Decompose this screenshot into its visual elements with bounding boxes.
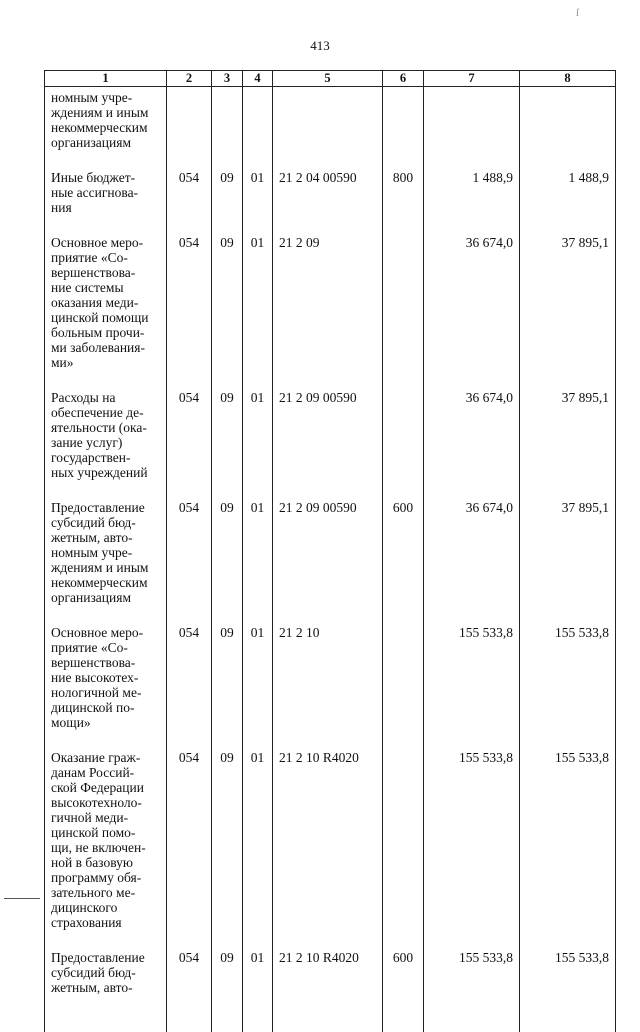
- target-article-cell: 21 2 10 R4020: [273, 950, 383, 1032]
- section-code-cell: [212, 87, 243, 171]
- amount-cell: 36 674,0: [424, 390, 520, 500]
- amount-cell: 155 533,8: [520, 950, 616, 1032]
- target-article-cell: 21 2 10 R4020: [273, 750, 383, 950]
- ministry-code-cell: 054: [167, 750, 212, 950]
- ministry-code-cell: 054: [167, 390, 212, 500]
- ministry-code-cell: 054: [167, 500, 212, 625]
- subsection-code-cell: 01: [243, 390, 273, 500]
- amount-cell: 36 674,0: [424, 235, 520, 390]
- ministry-code-cell: [167, 87, 212, 171]
- amount-cell: 1 488,9: [520, 170, 616, 235]
- target-article-cell: 21 2 10: [273, 625, 383, 750]
- ministry-code-cell: 054: [167, 950, 212, 1032]
- amount-cell: 155 533,8: [520, 750, 616, 950]
- table-row: [45, 750, 616, 950]
- budget-table: [44, 70, 616, 1032]
- column-header: 5: [273, 71, 383, 87]
- expense-type-cell: [383, 750, 424, 950]
- row-name-cell: Оказание граж- данам Россий- ской Федерации высокотехноло- гичной меди- цинской помо- щи, не включен- ной в базовую программу обя- зательного ме- дицинского страхования: [45, 750, 167, 950]
- row-name-cell: Предоставление субсидий бюд- жетным, авто- номным учре- ждениям и иным некоммерческим организациям: [45, 500, 167, 625]
- table-row: [45, 390, 616, 500]
- column-header: 1: [45, 71, 167, 87]
- amount-cell: [520, 87, 616, 171]
- amount-cell: 1 488,9: [424, 170, 520, 235]
- ministry-code-cell: 054: [167, 625, 212, 750]
- subsection-code-cell: 01: [243, 500, 273, 625]
- expense-type-cell: 800: [383, 170, 424, 235]
- section-code-cell: 09: [212, 625, 243, 750]
- amount-cell: [424, 87, 520, 171]
- expense-type-cell: [383, 235, 424, 390]
- table-row: [45, 170, 616, 235]
- header-row: [45, 71, 616, 87]
- subsection-code-cell: [243, 87, 273, 171]
- table-body: [45, 87, 616, 1032]
- column-header: 8: [520, 71, 616, 87]
- subsection-code-cell: 01: [243, 950, 273, 1032]
- expense-type-cell: 600: [383, 950, 424, 1032]
- subsection-code-cell: 01: [243, 170, 273, 235]
- section-code-cell: 09: [212, 500, 243, 625]
- amount-cell: 36 674,0: [424, 500, 520, 625]
- amount-cell: 155 533,8: [520, 625, 616, 750]
- table-row: [45, 500, 616, 625]
- target-article-cell: [273, 87, 383, 171]
- bottom-rule: [4, 898, 40, 899]
- table-row: [45, 87, 616, 171]
- column-header: 2: [167, 71, 212, 87]
- amount-cell: 37 895,1: [520, 390, 616, 500]
- amount-cell: 155 533,8: [424, 625, 520, 750]
- table-row: [45, 625, 616, 750]
- expense-type-cell: 600: [383, 500, 424, 625]
- target-article-cell: 21 2 09 00590: [273, 500, 383, 625]
- target-article-cell: 21 2 04 00590: [273, 170, 383, 235]
- section-code-cell: 09: [212, 950, 243, 1032]
- subsection-code-cell: 01: [243, 750, 273, 950]
- column-header: 4: [243, 71, 273, 87]
- page-number: 413: [0, 38, 640, 54]
- row-name-cell: Основное меро- приятие «Со- вершенствова- ние высокотех- нологичной ме- дицинской по- мощи»: [45, 625, 167, 750]
- table-row: [45, 950, 616, 1032]
- row-name-cell: Предоставление субсидий бюд- жетным, авто-: [45, 950, 167, 1032]
- expense-type-cell: [383, 390, 424, 500]
- expense-type-cell: [383, 87, 424, 171]
- subsection-code-cell: 01: [243, 625, 273, 750]
- amount-cell: 155 533,8: [424, 950, 520, 1032]
- table-row: [45, 235, 616, 390]
- row-name-cell: Основное меро- приятие «Со- вершенствова- ние системы оказания меди- цинской помощи больным прочи- ми заболевания- ми»: [45, 235, 167, 390]
- row-name-cell: Иные бюджет- ные ассигнова- ния: [45, 170, 167, 235]
- ministry-code-cell: 054: [167, 235, 212, 390]
- target-article-cell: 21 2 09: [273, 235, 383, 390]
- column-header: 3: [212, 71, 243, 87]
- amount-cell: 37 895,1: [520, 500, 616, 625]
- expense-type-cell: [383, 625, 424, 750]
- target-article-cell: 21 2 09 00590: [273, 390, 383, 500]
- section-code-cell: 09: [212, 390, 243, 500]
- amount-cell: 37 895,1: [520, 235, 616, 390]
- corner-mark: ſ: [576, 8, 579, 19]
- section-code-cell: 09: [212, 750, 243, 950]
- section-code-cell: 09: [212, 170, 243, 235]
- row-name-cell: номным учре- ждениям и иным некоммерческим организациям: [45, 87, 167, 171]
- column-header: 6: [383, 71, 424, 87]
- ministry-code-cell: 054: [167, 170, 212, 235]
- column-header: 7: [424, 71, 520, 87]
- section-code-cell: 09: [212, 235, 243, 390]
- row-name-cell: Расходы на обеспечение де- ятельности (ока- зание услуг) государствен- ных учреждений: [45, 390, 167, 500]
- subsection-code-cell: 01: [243, 235, 273, 390]
- amount-cell: 155 533,8: [424, 750, 520, 950]
